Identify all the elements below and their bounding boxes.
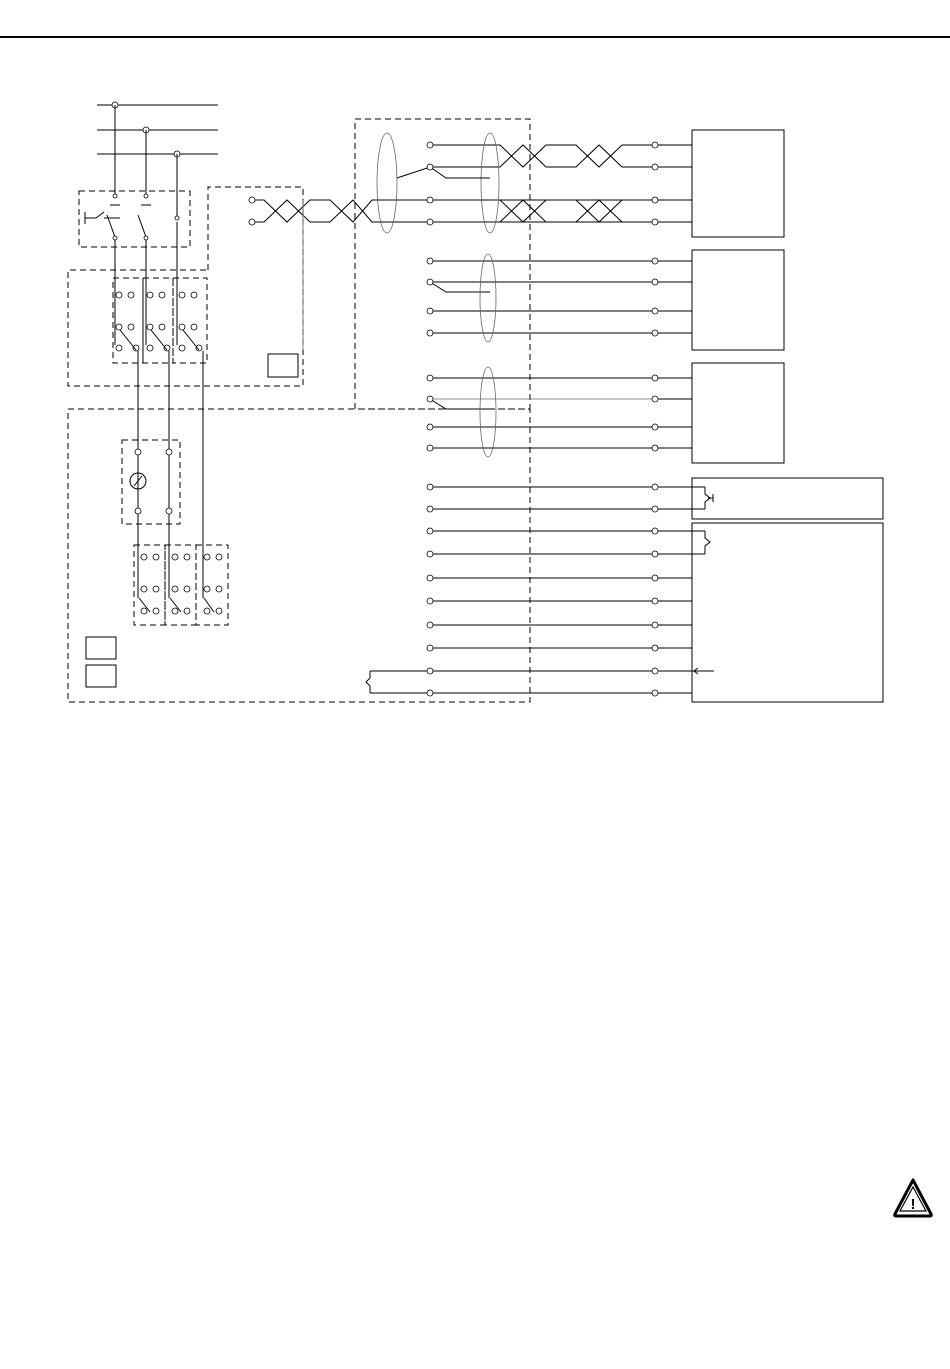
signal-group-1	[427, 254, 655, 342]
warning-triangle-icon	[891, 1176, 935, 1220]
control-lines	[366, 484, 655, 696]
meter-module	[122, 440, 180, 524]
main-switch	[79, 105, 190, 247]
signal-group-2	[427, 367, 655, 457]
cabinet-outlines	[68, 119, 530, 702]
feeder-conductors	[138, 351, 203, 598]
warning-symbol: !	[910, 1196, 916, 1213]
lower-contactor-block	[134, 545, 228, 625]
motor-cable	[249, 133, 655, 350]
outgoing-terminals	[652, 142, 658, 696]
field-devices	[658, 130, 883, 702]
auxiliary-boxes	[86, 354, 298, 687]
upper-fuse-block	[113, 222, 207, 363]
